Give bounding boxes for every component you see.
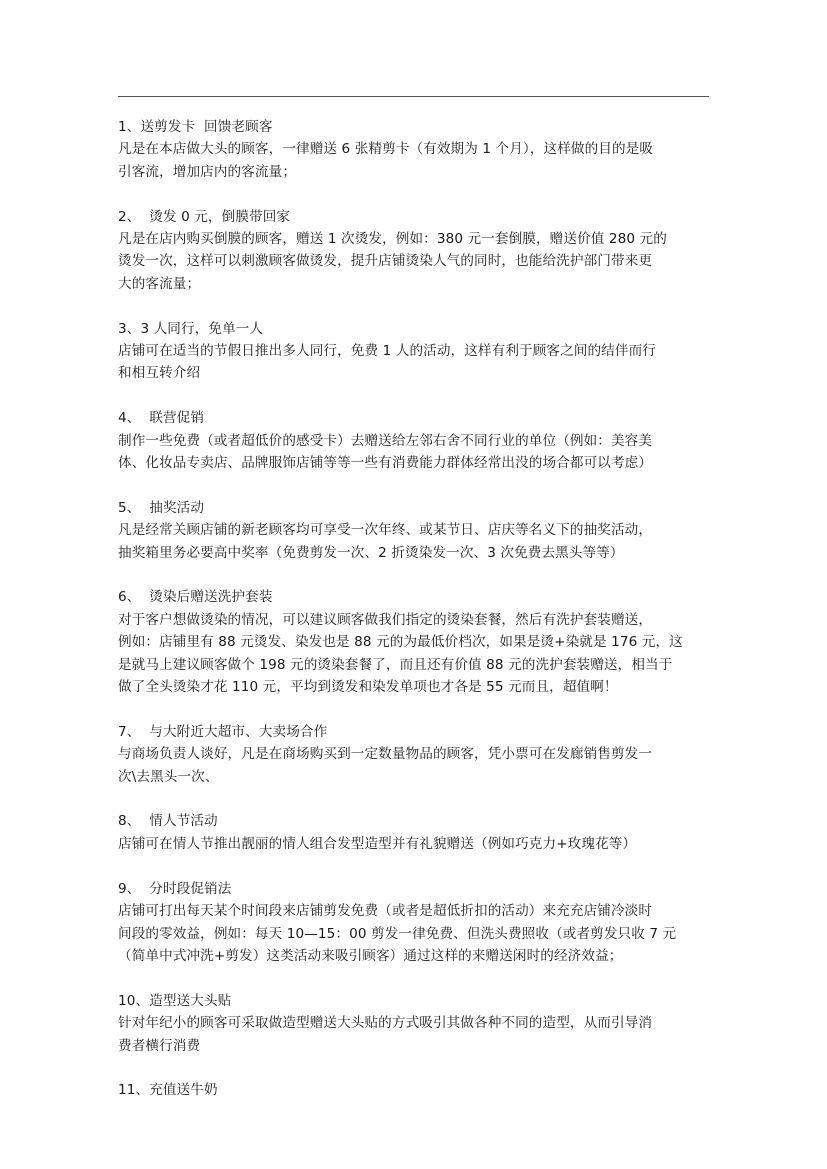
promotion-section [118, 878, 718, 968]
section-body-line: 与商场负责人谈好，凡是在商场购买到一定数量物品的顾客，凭小票可在发廊销售剪发一 [118, 746, 653, 763]
document-body [118, 116, 718, 1124]
section-body-line: 店铺可在适当的节假日推出多人同行，免费 1 人的活动，这样有利于顾客之间的结伴而行 [118, 343, 656, 360]
section-body-line: 针对年纪小的顾客可采取做造型赠送大头贴的方式吸引其做各种不同的造型，从而引导消 [118, 1015, 653, 1032]
promotion-section [118, 990, 718, 1057]
section-title: 5、 抽奖活动 [118, 499, 205, 516]
promotion-section [118, 206, 718, 296]
promotion-section [118, 810, 718, 855]
section-body-line: 店铺可打出每天某个时间段来店铺剪发免费（或者是超低折扣的活动）来充充店铺冷淡时 [118, 903, 653, 920]
section-title: 6、 烫染后赠送洗护套装 [118, 589, 273, 606]
promotion-section [118, 586, 718, 698]
section-body-line: 烫发一次，这样可以刺激顾客做烫发，提升店铺烫染人气的同时，也能给洗护部门带来更 [118, 253, 653, 270]
section-title: 8、 情人节活动 [118, 813, 218, 830]
section-body-line: 体、化妆品专卖店、品牌服饰店铺等等一些有消费能力群体经常出没的场合都可以考虑） [118, 455, 653, 472]
section-body-line: 制作一些免费（或者超低价的感受卡）去赠送给左邻右舍不同行业的单位（例如：美容美 [118, 432, 653, 449]
section-title: 7、 与大附近大超市、大卖场合作 [118, 723, 328, 740]
section-body-line: （简单中式冲洗+剪发）这类活动来吸引顾客）通过这样的来赠送闲时的经济效益； [118, 947, 623, 964]
section-body-line: 店铺可在情人节推出靓丽的情人组合发型造型并有礼貌赠送（例如巧克力+玫瑰花等） [118, 835, 637, 852]
section-body-line: 间段的零效益，例如：每天 10—15：00 剪发一律免费、但洗头费照收（或者剪发只收 7 元 [118, 925, 677, 942]
section-body-line: 凡是在本店做大头的顾客，一律赠送 6 张精剪卡（有效期为 1 个月），这样做的目的是吸 [118, 141, 654, 158]
promotion-section [118, 1079, 718, 1101]
section-title: 4、 联营促销 [118, 410, 205, 427]
section-body-line: 抽奖箱里务必要高中奖率（免费剪发一次、2 折烫染发一次、3 次免费去黑头等等） [118, 544, 624, 561]
promotion-section [118, 318, 718, 385]
section-body-line: 大的客流量； [118, 275, 201, 292]
section-title: 9、 分时段促销法 [118, 880, 232, 897]
section-body-line: 凡是经常关顾店铺的新老顾客均可享受一次年终、或某节日、店庆等名义下的抽奖活动， [118, 522, 653, 539]
section-body-line: 引客流，增加店内的客流量； [118, 163, 297, 180]
promotion-section [118, 497, 718, 564]
section-title: 10、造型送大头贴 [118, 992, 232, 1009]
section-body-line: 例如：店铺里有 88 元烫发、染发也是 88 元的为最低价档次，如果是烫+染就是 176 元，这 [118, 634, 683, 651]
section-body-line: 费者横行消费 [118, 1037, 201, 1054]
section-title: 1、送剪发卡 回馈老顾客 [118, 119, 273, 135]
section-body-line: 做了全头烫染才花 110 元，平均到烫发和染发单项也才各是 55 元而且，超值啊！ [118, 679, 618, 696]
promotion-section [118, 407, 718, 474]
section-body-line: 和相互转介绍 [118, 365, 201, 382]
promotion-section [118, 116, 718, 183]
section-body-line: 次\去黑头一次、 [118, 768, 219, 785]
section-title: 11、充值送牛奶 [118, 1082, 218, 1099]
section-body-line: 对于客户想做烫染的情况，可以建议顾客做我们指定的烫染套餐，然后有洗护套装赠送， [118, 611, 653, 628]
header-rule [118, 96, 709, 97]
section-title: 2、 烫发 0 元，倒膜带回家 [118, 208, 291, 225]
promotion-section [118, 721, 718, 788]
section-title: 3、3 人同行，免单一人 [118, 320, 264, 337]
section-body-line: 凡是在店内购买倒膜的顾客，赠送 1 次烫发，例如：380 元一套倒膜，赠送价值 280 元的 [118, 231, 667, 248]
section-body-line: 是就马上建议顾客做个 198 元的烫染套餐了，而且还有价值 88 元的洗护套装赠送，相当于 [118, 656, 673, 673]
